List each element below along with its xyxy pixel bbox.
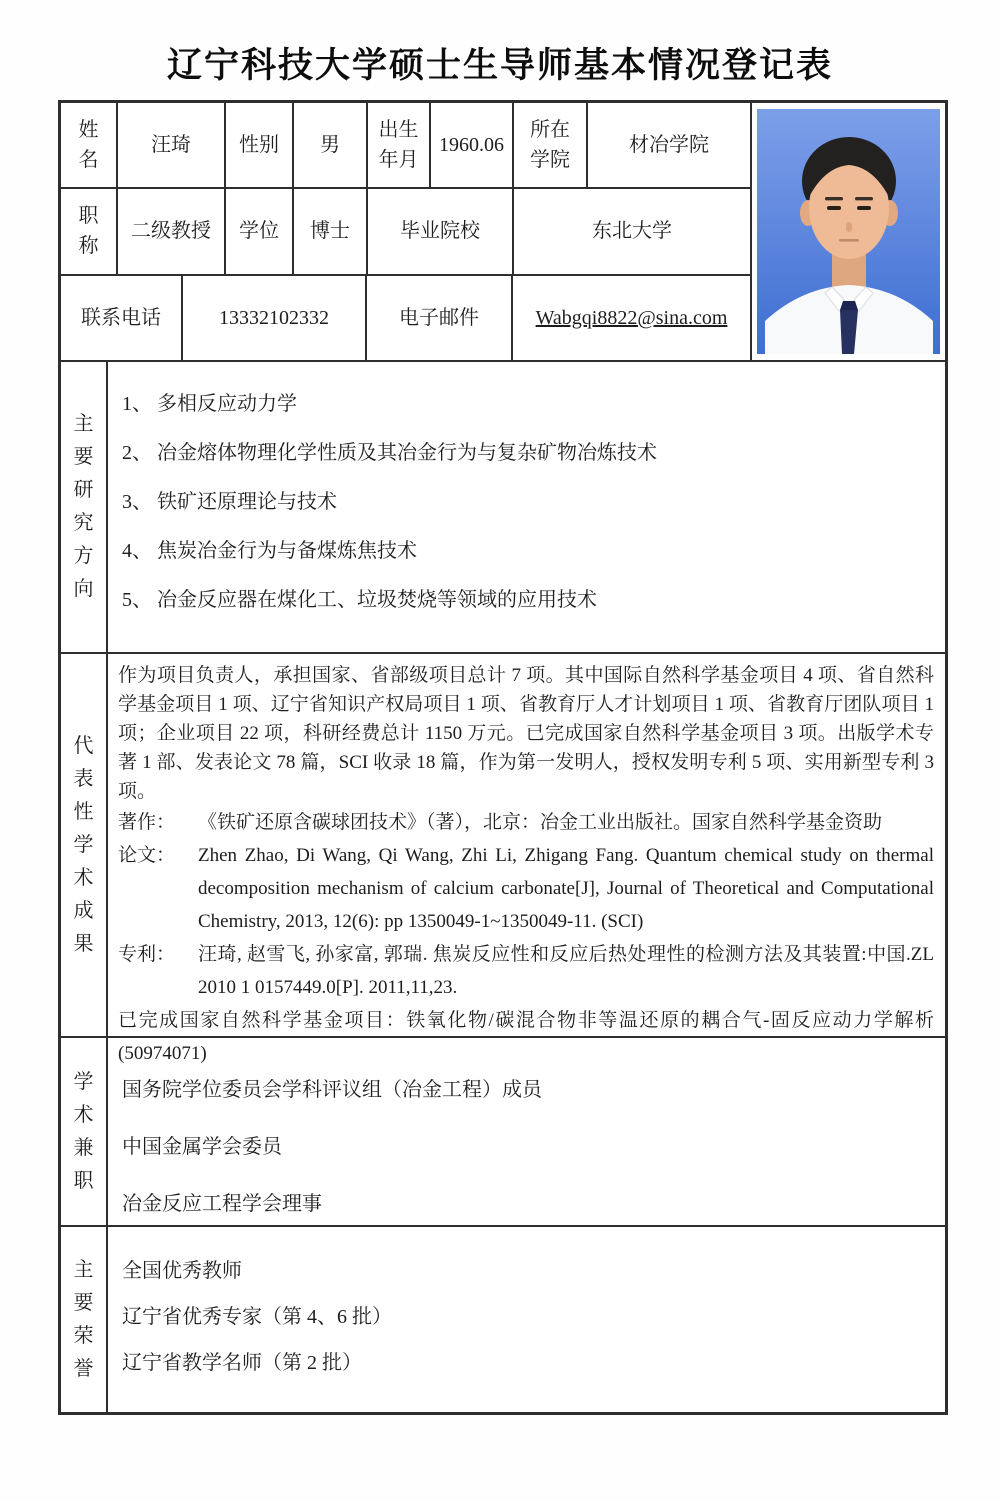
birth-value: 1960.06	[431, 103, 514, 187]
research-section-label: 主要研究方向	[73, 413, 94, 600]
phone-value: 13332102332	[183, 276, 367, 360]
positions-section-label: 学术兼职	[73, 1070, 94, 1192]
book-entry	[118, 806, 934, 839]
paper-entry	[118, 839, 934, 938]
college-label: 所在学院	[514, 103, 588, 187]
positions-content	[108, 1038, 945, 1225]
honors-section	[61, 1227, 945, 1412]
achievements-summary: 作为项目负责人，承担国家、省部级项目总计 7 项。其中国际自然科学基金项目 4 项、省自然科学基金项目 1 项、辽宁省知识产权局项目 1 项、省教育厅人才计划项目 1 项、省教育厅团队项目 1 项；企业项目 22 项，科研经费总计 1150 万元。已完成国家自然科学基金项目 3 项。出版学术专著 1 部、发表论文 78 篇，SCI 收录 18 篇，作为第一发明人，授权发明专利 5 项、实用新型专利 3 项。	[118, 665, 934, 802]
research-section	[61, 362, 945, 654]
page-title: 辽宁科技大学硕士生导师基本情况登记表	[166, 46, 833, 85]
achievements-section-label: 代表性学术成果	[73, 734, 94, 955]
positions-section	[61, 1038, 945, 1227]
book-text: 《铁矿还原含碳球团技术》（著），北京：冶金工业出版社。国家自然科学基金资助	[198, 812, 883, 833]
birth-label: 出生年月	[368, 103, 431, 187]
achievements-section-label-cell	[61, 654, 108, 1036]
research-item: 4、 焦炭冶金行为与备煤炼焦技术	[122, 540, 417, 562]
book-label: 著作：	[118, 812, 176, 833]
research-item: 2、 冶金熔体物理化学性质及其冶金行为与复杂矿物冶炼技术	[122, 442, 657, 464]
honor-item: 辽宁省优秀专家（第 4、6 批）	[122, 1306, 392, 1328]
honors-content	[108, 1227, 945, 1412]
paper-text: Zhen Zhao, Di Wang, Qi Wang, Zhi Li, Zhigang Fang. Quantum chemical study on thermal decomposition mechanism of calcium carbonate[J], Journal of Theoretical and Computational Chemistry, 2013, 12(6): pp 1350049-1~1350049-11. (SCI)	[198, 845, 934, 932]
honors-section-label: 主要荣誉	[73, 1258, 94, 1380]
college-value: 材冶学院	[629, 134, 709, 157]
info-row-1	[61, 103, 750, 189]
school-value: 东北大学	[592, 220, 672, 243]
patent-label: 专利：	[118, 944, 176, 965]
name-value: 汪琦	[118, 103, 226, 187]
research-item: 3、 铁矿还原理论与技术	[122, 491, 337, 513]
gender-label: 性别	[226, 103, 294, 187]
position-item: 国务院学位委员会学科评议组（冶金工程）成员	[122, 1079, 542, 1101]
achievements-section	[61, 654, 945, 1064]
research-item: 5、 冶金反应器在煤化工、垃圾焚烧等领域的应用技术	[122, 589, 597, 611]
email-value[interactable]: Wabgqi8822@sina.com	[535, 306, 728, 329]
degree-label: 学位	[226, 189, 294, 273]
research-content	[108, 362, 945, 652]
gender-value: 男	[294, 103, 368, 187]
prof-title-value: 二级教授	[118, 189, 226, 273]
honor-item: 全国优秀教师	[122, 1260, 242, 1282]
school-label: 毕业院校	[368, 189, 514, 273]
achievements-content	[108, 654, 945, 1064]
form-table	[58, 100, 948, 1415]
patent-entry	[118, 938, 934, 1004]
position-item: 中国金属学会委员	[122, 1136, 282, 1158]
basic-info-grid	[61, 103, 750, 360]
paper-label: 论文：	[118, 845, 176, 866]
prof-title-label: 职称	[61, 189, 118, 273]
patent-text: 汪琦, 赵雪飞, 孙家富, 郭瑞. 焦炭反应性和反应后热处理性的检测方法及其装置:中国.ZL 2010 1 0157449.0[P]. 2011,11,23.	[198, 944, 934, 998]
completed-project-line: 已完成国家自然科学基金项目：铁氧化物/碳混合物非等温还原的耦合气-固反应动力学解析(50974071)	[118, 1010, 934, 1064]
honors-section-label-cell	[61, 1227, 108, 1412]
position-item: 冶金反应工程学会理事	[122, 1193, 322, 1215]
portrait-photo	[757, 109, 940, 354]
positions-section-label-cell	[61, 1038, 108, 1225]
degree-value: 博士	[294, 189, 368, 273]
info-row-3	[61, 276, 750, 360]
email-label: 电子邮件	[367, 276, 513, 360]
name-label: 姓名	[61, 103, 118, 187]
basic-info-block	[61, 103, 945, 362]
phone-label: 联系电话	[61, 276, 183, 360]
photo-cell	[750, 103, 945, 360]
research-section-label-cell	[61, 362, 108, 652]
research-item: 1、 多相反应动力学	[122, 393, 297, 415]
info-row-2	[61, 189, 750, 275]
honor-item: 辽宁省教学名师（第 2 批）	[122, 1352, 362, 1374]
